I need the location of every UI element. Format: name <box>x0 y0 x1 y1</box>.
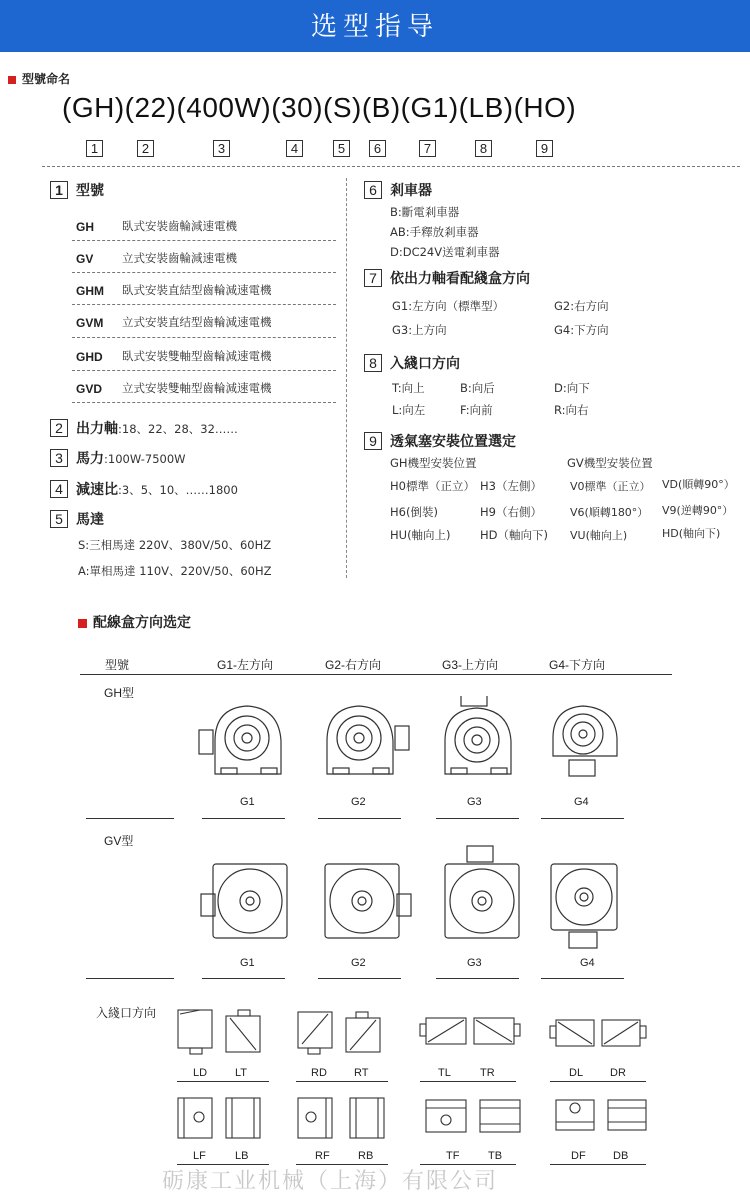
entry-rt <box>346 1012 380 1052</box>
entry-code: DF <box>571 1150 586 1162</box>
gh-g1-drawing <box>199 706 281 774</box>
entry-item: L:向左 <box>392 403 426 417</box>
section-2: 2 出力軸:18、22、28、32…… <box>50 418 238 438</box>
entry-lf <box>178 1098 212 1138</box>
gh-label: GH型 <box>104 686 135 700</box>
entry-code: RB <box>358 1150 374 1162</box>
gh-g3-drawing <box>445 696 511 774</box>
entry-tf <box>426 1100 466 1132</box>
entry-line <box>420 1081 516 1082</box>
entry-ld <box>178 1010 212 1054</box>
entry-code: LD <box>193 1067 208 1079</box>
index-8: 8 <box>475 138 492 157</box>
gv-g2-drawing <box>325 864 411 938</box>
entry-code: TL <box>438 1067 451 1079</box>
gh-item: H9（右側） <box>480 505 542 519</box>
gv-item: V0標準（正立） <box>570 480 651 493</box>
caption-line <box>86 978 174 979</box>
entry-item: R:向右 <box>554 403 589 417</box>
entry-label: 入綫口方向 <box>96 1006 157 1020</box>
gh-g4-drawing <box>553 706 617 776</box>
section-5: 5 馬達 <box>50 509 104 529</box>
entry-item: D:向下 <box>554 381 590 395</box>
gv-g1-drawing <box>201 864 287 938</box>
entry-code: LF <box>193 1150 206 1162</box>
motor-line-1: S:三相馬達 220V、380V/50、60HZ <box>78 538 272 552</box>
section-1-title: 1 型號 <box>50 180 104 200</box>
section-4: 4 減速比:3、5、10、……1800 <box>50 479 238 499</box>
entry-line <box>296 1081 388 1082</box>
entry-code: DL <box>569 1067 584 1079</box>
gh-item: H3（左側） <box>480 479 542 493</box>
entry-dr <box>602 1020 646 1046</box>
entry-item: B:向后 <box>460 381 495 395</box>
caption-line <box>541 818 624 819</box>
column-divider <box>346 178 347 578</box>
entry-code: TB <box>488 1150 503 1162</box>
gv-item: VD(順轉90°） <box>662 478 735 491</box>
dir-header: G4-下方向 <box>549 658 606 672</box>
entry-df <box>556 1100 594 1130</box>
gh-caption: G1 <box>240 796 255 808</box>
section-9: 9 透氣塞安裝位置選定 <box>364 431 516 451</box>
caption-line <box>436 978 519 979</box>
gh-item: H6(倒裝) <box>390 505 438 519</box>
section-6: 6 剎車器 <box>364 180 432 200</box>
gv-position-title: GV機型安裝位置 <box>567 456 653 470</box>
col-label: 型號 <box>105 658 130 672</box>
section-7: 7 依出力軸看配綫盒方向 <box>364 268 530 288</box>
gv-g4-drawing <box>551 864 617 948</box>
model-row: GHD 臥式安裝雙軸型齒輪減速電機 <box>72 338 336 371</box>
entry-rd <box>298 1012 332 1054</box>
entry-line <box>550 1164 646 1165</box>
page-banner: 选型指导 <box>0 0 750 52</box>
gv-caption: G3 <box>467 957 482 969</box>
index-2: 2 <box>137 138 154 157</box>
gh-drawings <box>195 696 655 782</box>
model-code: (GH)(22)(400W)(30)(S)(B)(G1)(LB)(HO) <box>62 92 577 123</box>
section-3: 3 馬力:100W-7500W <box>50 448 186 468</box>
model-row: GVD 立式安裝雙軸型齒輪減速電機 <box>72 371 336 403</box>
gv-item: HD(軸向下) <box>662 527 721 540</box>
brake-line-2: AB:手釋放剎車器 <box>390 225 479 239</box>
index-1: 1 <box>86 138 103 157</box>
dir-header: G2-右方向 <box>325 658 382 672</box>
caption-line <box>318 818 401 819</box>
gh-caption: G4 <box>574 796 589 808</box>
gv-label: GV型 <box>104 834 134 848</box>
divider <box>42 166 740 167</box>
entry-code: LT <box>235 1067 248 1079</box>
dir-item: G2:右方向 <box>554 299 609 313</box>
model-row: GVM 立式安裝直结型齒輪減速電機 <box>72 305 336 338</box>
watermark: 砺康工业机械（上海）有限公司 <box>162 1169 499 1194</box>
index-7: 7 <box>419 138 436 157</box>
header-line <box>80 674 672 675</box>
index-6: 6 <box>369 138 386 157</box>
caption-line <box>202 978 285 979</box>
model-row: GH 臥式安裝齒輪減速電機 <box>72 208 336 241</box>
brake-line-1: B:斷電剎車器 <box>390 205 460 219</box>
dir-item: G4:下方向 <box>554 323 609 337</box>
gh-caption: G3 <box>467 796 482 808</box>
entry-item: F:向前 <box>460 403 493 417</box>
entry-lt <box>226 1010 260 1052</box>
gh-item: HD（軸向下) <box>480 528 548 542</box>
entry-code: LB <box>235 1150 249 1162</box>
entry-rf <box>298 1098 332 1138</box>
box-heading: 配線盒方向选定 <box>78 612 191 632</box>
caption-line <box>436 818 519 819</box>
section-8: 8 入綫口方向 <box>364 353 460 373</box>
index-9: 9 <box>536 138 553 157</box>
model-table <box>72 208 336 403</box>
dir-header: G3-上方向 <box>442 658 499 672</box>
gv-item: V9(逆轉90°） <box>662 504 734 517</box>
entry-line <box>177 1081 269 1082</box>
gv-item: V6(順轉180°） <box>570 506 649 519</box>
entry-tl <box>420 1018 466 1044</box>
naming-heading <box>8 70 70 87</box>
gh-caption: G2 <box>351 796 366 808</box>
dir-item: G1:左方向（標準型） <box>392 299 505 313</box>
model-row: GV 立式安裝齒輪減速電機 <box>72 241 336 273</box>
caption-line <box>541 978 624 979</box>
brake-line-3: D:DC24V送電剎車器 <box>390 245 500 259</box>
red-square-icon <box>8 76 16 84</box>
entry-code: DR <box>610 1067 626 1079</box>
entry-tb <box>480 1100 520 1132</box>
index-3: 3 <box>213 138 230 157</box>
caption-line <box>202 818 285 819</box>
entry-code: TR <box>480 1067 495 1079</box>
motor-line-2: A:單相馬達 110V、220V/50、60HZ <box>78 564 272 578</box>
naming-heading-text: 型號命名 <box>22 72 71 86</box>
gv-drawings <box>195 842 655 954</box>
entry-dl <box>550 1020 594 1046</box>
gh-g2-drawing <box>327 706 409 774</box>
entry-db <box>608 1100 646 1130</box>
entry-line <box>550 1081 646 1082</box>
caption-line <box>86 818 174 819</box>
index-4: 4 <box>286 138 303 157</box>
entry-code: RT <box>354 1067 369 1079</box>
gh-item: HU(軸向上) <box>390 528 451 542</box>
entry-rb <box>350 1098 384 1138</box>
dir-item: G3:上方向 <box>392 323 447 337</box>
entry-code: DB <box>613 1150 629 1162</box>
entry-code: TF <box>446 1150 460 1162</box>
entry-code: RF <box>315 1150 330 1162</box>
entry-item: T:向上 <box>392 381 425 395</box>
caption-line <box>318 978 401 979</box>
gh-item: H0標準（正立） <box>390 479 475 493</box>
gv-g3-drawing <box>445 846 519 938</box>
index-5: 5 <box>333 138 350 157</box>
gv-caption: G2 <box>351 957 366 969</box>
model-row: GHM 臥式安裝直結型齒輪減速電機 <box>72 273 336 305</box>
gv-caption: G4 <box>580 957 595 969</box>
entry-lb <box>226 1098 260 1138</box>
gv-caption: G1 <box>240 957 255 969</box>
gh-position-title: GH機型安裝位置 <box>390 456 477 470</box>
dir-header: G1-左方向 <box>217 658 274 672</box>
red-square-icon <box>78 619 87 628</box>
entry-code: RD <box>311 1067 327 1079</box>
gv-item: VU(軸向上) <box>570 529 628 542</box>
entry-tr <box>474 1018 520 1044</box>
